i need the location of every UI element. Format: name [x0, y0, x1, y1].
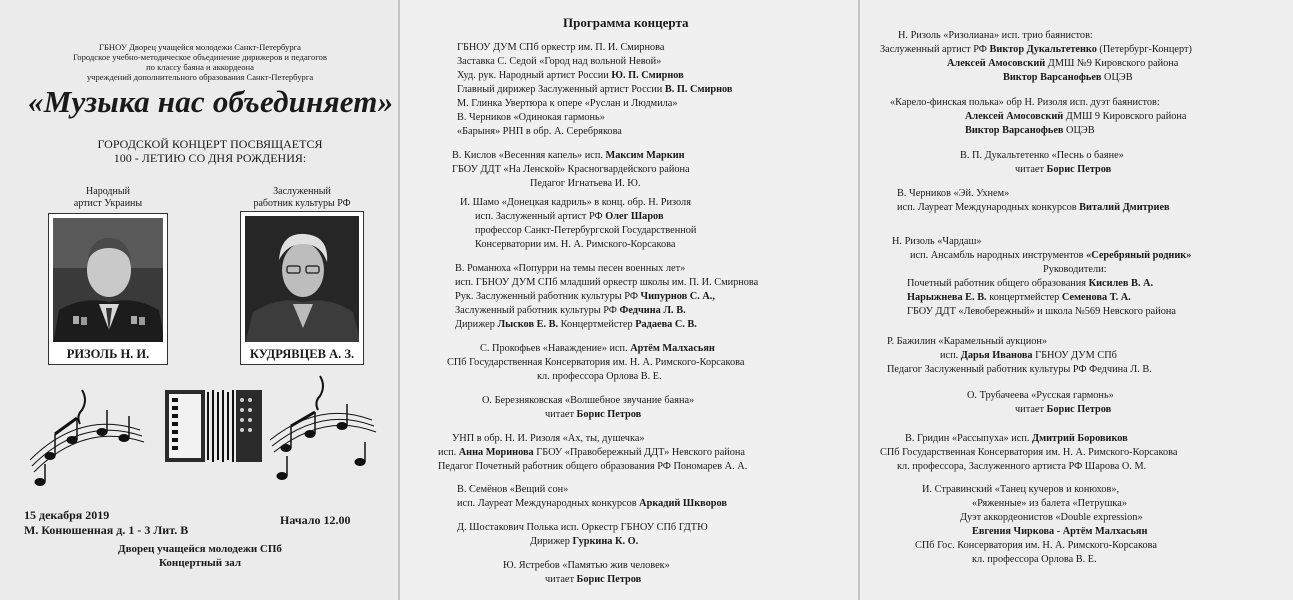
program-line [457, 42, 664, 55]
performer-name: Дмитрий Боровиков [1032, 433, 1128, 444]
performer-name: Аркадий Шкворов [639, 498, 727, 509]
program-line [455, 263, 685, 276]
person-photo-icon [53, 218, 163, 342]
program-text: ОЦЭВ [1063, 125, 1095, 136]
program-line [452, 164, 690, 177]
concert-date: 15 декабря 2019 [24, 508, 110, 522]
performer-name: Лысков Е. В. [497, 319, 559, 330]
organizer-line: Городское учебно-методическое объединение дирижеров и педагогов [73, 52, 327, 62]
program-text: Дирижер [530, 536, 573, 547]
program-text: Почетный работник общего образования [907, 278, 1089, 289]
portrait-photo [53, 218, 163, 342]
portrait-photo [245, 216, 359, 342]
program-text: «Барыня» РНП в обр. А. Серебрякова [457, 126, 622, 137]
program-line [475, 239, 675, 252]
program-line [972, 498, 1127, 511]
performer-name: Алексей Амосовский [965, 111, 1064, 122]
performer-name: Виктор Варсанофьев [965, 125, 1064, 136]
program-line [965, 125, 1095, 138]
accordion-notes-illustration [20, 370, 380, 500]
organizer-line: учреждений дополнительного образования Санкт-Петербурга [86, 72, 314, 82]
program-text: Дуэт аккордеонистов «Double expression» [960, 512, 1143, 523]
program-text: (Петербург-Концерт) [1096, 44, 1192, 55]
program-line [457, 70, 684, 83]
program-text: СПб Государственная Консерватория им. Н. А. Римского-Корсакова [880, 447, 1178, 458]
program-text: В. Кислов «Весенняя капель» исп. [452, 150, 606, 161]
dedication-line: ГОРОДСКОЙ КОНЦЕРТ ПОСВЯЩАЕТСЯ [97, 137, 323, 151]
program-text: В. Романюха «Попурри на темы песен военных лет» [455, 263, 686, 274]
program-line [880, 447, 1177, 460]
program-text: О. Березняковская «Волшебное звучание баяна» [482, 395, 695, 406]
program-line [503, 560, 670, 573]
program-line [452, 150, 685, 163]
program-text: читает [1015, 404, 1047, 415]
performer-name: Евгения Чиркова - Артём Малхасьян [972, 526, 1148, 537]
program-line [967, 390, 1114, 403]
program-text: Консерватории им. Н. А. Римского-Корсакова [475, 239, 676, 250]
program-text: УНП в обр. Н. И. Ризоля «Ах, ты, душечка» [452, 433, 645, 444]
program-text: В. Гридин «Рассыпуха» исп. [905, 433, 1033, 444]
program-line [452, 433, 645, 446]
program-line [907, 278, 1153, 291]
program-line [907, 306, 1176, 319]
program-text: исп. Ансамбль народных инструментов [910, 250, 1087, 261]
program-line [887, 364, 1152, 377]
program-line [457, 484, 568, 497]
program-text: В. Черников «Эй. Ухнем» [897, 188, 1010, 199]
program-text: ОЦЭВ [1101, 72, 1133, 83]
portrait-name: РИЗОЛЬ Н. И. [66, 347, 150, 361]
music-notes-left-icon [30, 390, 144, 486]
program-text: кл. профессора, Заслуженного артиста РФ Шарова О. М. [897, 461, 1147, 472]
program-text: профессор Санкт-Петербургской Государственной [475, 225, 697, 236]
program-text: читает [1015, 164, 1047, 175]
program-text: ДМШ №9 Кировского района [1045, 58, 1179, 69]
organizer-line: по классу баяна и аккордеона [146, 62, 254, 72]
program-line [530, 178, 640, 191]
portrait-title-line: Народный [86, 186, 130, 197]
program-line [910, 250, 1191, 263]
program-text: ГБНОУ ДУМ СПб оркестр им. П. И. Смирнова [457, 42, 665, 53]
portrait-title-line: работник культуры РФ [253, 198, 351, 209]
program-text: Педагог Почетный работник общего образования РФ Пономарев А. А. [438, 461, 748, 472]
organizer-block [20, 42, 380, 82]
program-line [907, 292, 1131, 305]
program-line [530, 536, 638, 549]
portrait-kudryavtsev [240, 211, 364, 365]
program-title: Программа концерта [563, 15, 689, 30]
program-text: ДМШ 9 Кировского района [1063, 111, 1187, 122]
program-text: исп. [438, 447, 459, 458]
program-line [455, 291, 715, 304]
program-text: Педагог Заслуженный работник культуры РФ Федчина Л. В. [887, 364, 1152, 375]
program-line [1015, 404, 1111, 417]
program-line [890, 97, 1160, 110]
program-text: ГБОУ «Правобережный ДДТ» Невского района [533, 447, 746, 458]
program-text: Д. Шостакович Полька исп. Оркестр ГБНОУ СПб ГДТЮ [457, 522, 708, 533]
program-line [972, 554, 1097, 567]
program-text: Заслуженный работник культуры РФ [455, 305, 620, 316]
dedication [60, 137, 360, 165]
program-text: И. Шамо «Донецкая кадриль» в конц. обр. Н. Ризоля [460, 197, 691, 208]
program-text: исп. Заслуженный артист РФ [475, 211, 606, 222]
organizer-line: ГБНОУ Дворец учащейся молодежи Санкт-Петербурга [99, 42, 301, 52]
performer-name: Виталий Дмитриев [1079, 202, 1170, 213]
concert-start-time: Начало 12.00 [280, 513, 351, 527]
program-line [545, 409, 641, 422]
venue-line: Дворец учащейся молодежи СПб [118, 543, 282, 555]
program-text: читает [545, 574, 577, 585]
program-text: Н. Ризоль «Чардаш» [892, 236, 982, 247]
program-line [972, 526, 1147, 539]
person-photo-icon [245, 216, 359, 342]
program-line [482, 395, 694, 408]
program-line [460, 197, 691, 210]
program-text: В. Семёнов «Вещий сон» [457, 484, 569, 495]
program-line [455, 277, 758, 290]
music-notes-right-icon [270, 376, 376, 480]
program-line [545, 574, 641, 587]
program-line [960, 512, 1143, 525]
performer-name: Борис Петров [1046, 164, 1112, 175]
program-text: С. Прокофьев «Наваждение» исп. [480, 343, 631, 354]
program-line [1043, 264, 1106, 277]
program-text: читает [545, 409, 577, 420]
program-text: В. П. Дукальтетенко «Песнь о баяне» [960, 150, 1124, 161]
program-line [457, 522, 708, 535]
program-line [457, 98, 677, 111]
program-text: Педагог Игнатьева И. Ю. [530, 178, 641, 189]
program-line [887, 336, 1047, 349]
portrait-title-kudryavtsev [232, 186, 372, 210]
program-line [438, 461, 747, 474]
dedication-line: 100 - ЛЕТИЮ СО ДНЯ РОЖДЕНИЯ: [113, 151, 307, 165]
performer-name: Виктор Дукальтетенко [989, 44, 1097, 55]
portrait-title-line: артист Украины [73, 198, 143, 209]
program-line [897, 461, 1146, 474]
program-text: кл. профессора Орлова В. Е. [972, 554, 1097, 565]
program-line [447, 357, 744, 370]
program-text: Главный дирижер Заслуженный артист России [457, 84, 665, 95]
portrait-title-rizol [58, 186, 158, 210]
program-line [455, 319, 697, 332]
program-text: В. Черников «Одинокая гармонь» [457, 112, 605, 123]
performer-name: Дарья Иванова [960, 350, 1033, 361]
program-text: ГБНОУ ДУМ СПб [1032, 350, 1117, 361]
program-text: Ю. Ястребов «Памятью жив человек» [503, 560, 670, 571]
venue-line: Концертный зал [158, 557, 242, 569]
program-text: исп. Лауреат Международных конкурсов [457, 498, 640, 509]
program-text: ГБОУ ДДТ «Левобережный» и школа №569 Невского района [907, 306, 1176, 317]
performer-name: Борис Петров [1046, 404, 1112, 415]
program-text: СПб Государственная Консерватория им. Н. А. Римского-Корсакова [447, 357, 745, 368]
program-text: исп. ГБНОУ ДУМ СПб младший оркестр школы им. П. И. Смирнова [455, 277, 759, 288]
program-line [537, 371, 662, 384]
performer-name: Максим Маркин [605, 150, 685, 161]
cover-page [0, 0, 398, 600]
performer-name: Алексей Амосовский [947, 58, 1046, 69]
program-text: Концертмейстер [558, 319, 636, 330]
performer-name: Гуркина К. О. [572, 536, 639, 547]
program-line [455, 305, 686, 318]
program-line [880, 44, 1192, 57]
program-line [457, 498, 727, 511]
performer-name: Чипурнов С. А., [640, 291, 715, 302]
program-text: СПб Гос. Консерватория им. Н. А. Римского-Корсакова [915, 540, 1157, 551]
program-text: Р. Бажилин «Карамельный аукцион» [887, 336, 1048, 347]
concert-address: М. Конюшенная д. 1 - 3 Лит. В [24, 523, 189, 537]
program-text: кл. профессора Орлова В. Е. [537, 371, 662, 382]
program-line [475, 225, 696, 238]
program-text: Заслуженный артист РФ [880, 44, 990, 55]
program-text: О. Трубачеева «Русская гармонь» [967, 390, 1114, 401]
program-line [457, 84, 733, 97]
program-line [898, 30, 1093, 43]
performer-name: Борис Петров [576, 409, 642, 420]
performer-name: Артём Малхасьян [630, 343, 715, 354]
program-line [457, 112, 605, 125]
program-line [892, 236, 982, 249]
program-line [947, 58, 1178, 71]
performer-name: Виктор Варсанофьев [1003, 72, 1102, 83]
performer-name: В. П. Смирнов [664, 84, 733, 95]
program-line [475, 211, 664, 224]
program-text: ГБОУ ДДТ «На Ленской» Красногвардейского района [452, 164, 690, 175]
performer-name: Нарыжнева Е. В. [907, 292, 987, 303]
portrait-title-line: Заслуженный [273, 186, 331, 197]
program-text: «Карело-финская полька» обр Н. Ризоля исп. дуэт баянистов: [890, 97, 1160, 108]
performer-name: Семенова Т. А. [1061, 292, 1131, 303]
program-line [438, 447, 745, 460]
accordion-icon [165, 390, 262, 462]
program-line [457, 126, 622, 139]
performer-name: Ю. П. Смирнов [611, 70, 684, 81]
program-text: Рук. Заслуженный работник культуры РФ [455, 291, 641, 302]
program-page-left [398, 0, 858, 600]
performer-name: Радаева С. В. [635, 319, 697, 330]
program-page-right [858, 0, 1293, 600]
program-line [1015, 164, 1111, 177]
performer-name: «Серебряный родник» [1086, 250, 1192, 261]
program-text: Руководители: [1043, 264, 1107, 275]
concert-title: «Музыка нас объединяет» [28, 84, 394, 119]
program-text: Худ. рук. Народный артист России [457, 70, 612, 81]
program-text: исп. Лауреат Международных конкурсов [897, 202, 1080, 213]
program-line [960, 150, 1124, 163]
venue [70, 542, 330, 570]
portrait-name: КУДРЯВЦЕВ А. З. [249, 347, 355, 361]
program-line [940, 350, 1117, 363]
program-line [897, 188, 1009, 201]
portrait-rizol [48, 213, 168, 365]
program-line [965, 111, 1186, 124]
program-line [897, 202, 1170, 215]
performer-name: Олег Шаров [605, 211, 664, 222]
program-line [922, 484, 1119, 497]
performer-name: Борис Петров [576, 574, 642, 585]
performer-name: Анна Моринова [458, 447, 534, 458]
program-text: «Ряженные» из балета «Петрушка» [972, 498, 1127, 509]
program-text: Заставка С. Седой «Город над вольной Невой» [457, 56, 662, 67]
program-text: концертмейстер [986, 292, 1062, 303]
program-line [1003, 72, 1133, 85]
program-line [905, 433, 1128, 446]
performer-name: Кисилев В. А. [1088, 278, 1154, 289]
program-text: М. Глинка Увертюра к опере «Руслан и Людмила» [457, 98, 678, 109]
program-text: Дирижер [455, 319, 498, 330]
program-text: Н. Ризоль «Ризолиана» исп. трио баянистов: [898, 30, 1093, 41]
program-line [915, 540, 1157, 553]
program-text: исп. [940, 350, 961, 361]
program-line [457, 56, 661, 69]
performer-name: Федчина Л. В. [619, 305, 686, 316]
program-line [480, 343, 715, 356]
program-text: И. Стравинский «Танец кучеров и конюхов», [922, 484, 1120, 495]
